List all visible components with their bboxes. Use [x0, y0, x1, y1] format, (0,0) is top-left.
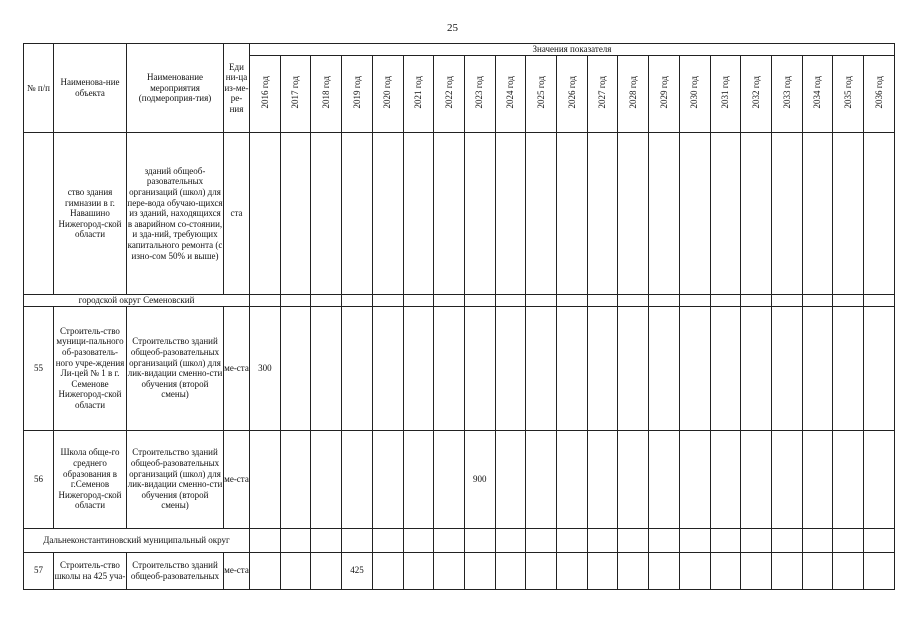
- cell-value: [311, 306, 342, 430]
- cell-value: [311, 552, 342, 589]
- header-year-label: 2023 год: [474, 76, 485, 109]
- cell-value: [434, 133, 465, 295]
- header-year: [802, 56, 833, 133]
- group-row: [24, 295, 895, 307]
- cell-value: [618, 528, 649, 552]
- cell-value: [618, 295, 649, 307]
- cell-value: [679, 430, 710, 528]
- cell-measure: Строительство зданий общеоб-разовательных: [127, 552, 224, 589]
- cell-value: [526, 430, 557, 528]
- cell-value: [434, 528, 465, 552]
- cell-measure: Строительство зданий общеоб-разовательных организаций (школ) для лик-видации сменно-сти обучения (второй смены): [127, 430, 224, 528]
- cell-value: [802, 133, 833, 295]
- cell-value: [250, 133, 281, 295]
- cell-value: [710, 133, 741, 295]
- cell-value: [864, 133, 895, 295]
- cell-value: [618, 306, 649, 430]
- header-year-label: 2018 год: [320, 76, 331, 109]
- cell-value: [710, 528, 741, 552]
- page-number: 25: [447, 22, 458, 34]
- cell-value: [464, 306, 495, 430]
- cell-value: [802, 430, 833, 528]
- cell-value: [495, 528, 526, 552]
- cell-value: [710, 552, 741, 589]
- header-year-label: 2028 год: [627, 76, 638, 109]
- cell-value: 300: [250, 306, 281, 430]
- header-year-label: 2032 год: [750, 76, 761, 109]
- header-year-label: 2034 год: [812, 76, 823, 109]
- cell-value: [557, 306, 588, 430]
- cell-value: [526, 552, 557, 589]
- header-year: [372, 56, 403, 133]
- cell-value: [250, 528, 281, 552]
- header-year-label: 2026 год: [566, 76, 577, 109]
- cell-value: [741, 552, 772, 589]
- header-year-label: 2016 год: [259, 76, 270, 109]
- header-year-label: 2027 год: [597, 76, 608, 109]
- cell-value: [372, 552, 403, 589]
- header-year-label: 2036 год: [873, 76, 884, 109]
- cell-value: [679, 528, 710, 552]
- cell-value: [771, 295, 802, 307]
- header-year-label: 2019 год: [351, 76, 362, 109]
- cell-value: [864, 430, 895, 528]
- cell-value: [342, 430, 373, 528]
- cell-object: Школа обще-го среднего образования в г.Семенов Нижегород-ской области: [54, 430, 127, 528]
- header-year: [403, 56, 434, 133]
- header-year: [526, 56, 557, 133]
- header-year-label: 2024 год: [505, 76, 516, 109]
- table-row: [24, 552, 895, 589]
- cell-value: [250, 552, 281, 589]
- header-year: [557, 56, 588, 133]
- cell-value: [833, 133, 864, 295]
- cell-value: [403, 133, 434, 295]
- cell-value: [526, 133, 557, 295]
- cell-value: [771, 552, 802, 589]
- cell-value: [280, 430, 311, 528]
- cell-value: [771, 528, 802, 552]
- cell-value: [587, 552, 618, 589]
- header-year-label: 2022 год: [443, 76, 454, 109]
- cell-value: [403, 430, 434, 528]
- group-label-semenovsky: городской округ Семеновский: [24, 295, 250, 307]
- header-year: [342, 56, 373, 133]
- cell-value: [434, 552, 465, 589]
- indicator-table: [23, 43, 895, 590]
- header-measure: Наименование мероприятия (подмероприя-тия): [127, 44, 224, 133]
- cell-value: [802, 306, 833, 430]
- header-year-label: 2017 год: [290, 76, 301, 109]
- header-year: [495, 56, 526, 133]
- cell-object: ство здания гимназии в г. Навашино Нижегород-ской области: [54, 133, 127, 295]
- cell-value: [250, 430, 281, 528]
- header-unit: Еди ни-ца из-ме-ре-ния: [224, 44, 250, 133]
- header-year: [587, 56, 618, 133]
- cell-value: [403, 552, 434, 589]
- cell-value: [342, 133, 373, 295]
- header-year-label: 2033 год: [781, 76, 792, 109]
- cell-value: [557, 430, 588, 528]
- cell-value: [618, 430, 649, 528]
- cell-value: [403, 306, 434, 430]
- cell-unit: ме-ста: [224, 430, 250, 528]
- header-year: [434, 56, 465, 133]
- cell-value: [649, 552, 680, 589]
- cell-value: [679, 295, 710, 307]
- cell-value: [679, 552, 710, 589]
- header-year-label: 2031 год: [720, 76, 731, 109]
- cell-value: [802, 528, 833, 552]
- header-year: [649, 56, 680, 133]
- cell-value: [771, 430, 802, 528]
- cell-value: [587, 528, 618, 552]
- cell-value: [280, 552, 311, 589]
- table-row: [24, 306, 895, 430]
- cell-value: [618, 133, 649, 295]
- cell-value: [741, 430, 772, 528]
- header-year: [280, 56, 311, 133]
- cell-value: [495, 295, 526, 307]
- cell-value: [649, 133, 680, 295]
- header-year: [864, 56, 895, 133]
- table-row: [24, 430, 895, 528]
- group-row: [24, 528, 895, 552]
- cell-value: [587, 133, 618, 295]
- cell-value: [557, 552, 588, 589]
- header-year-label: 2030 год: [689, 76, 700, 109]
- cell-value: [434, 306, 465, 430]
- cell-value: [434, 430, 465, 528]
- header-year-label: 2020 год: [382, 76, 393, 109]
- cell-value: [342, 306, 373, 430]
- cell-value: 900: [464, 430, 495, 528]
- cell-value: [649, 430, 680, 528]
- cell-value: [495, 133, 526, 295]
- cell-unit: ста: [224, 133, 250, 295]
- cell-value: [526, 528, 557, 552]
- cell-value: [833, 295, 864, 307]
- cell-value: [587, 295, 618, 307]
- cell-value: [833, 306, 864, 430]
- cell-value: [710, 430, 741, 528]
- cell-value: [710, 306, 741, 430]
- header-year: [833, 56, 864, 133]
- cell-value: [495, 306, 526, 430]
- cell-value: [587, 306, 618, 430]
- cell-value: [649, 528, 680, 552]
- header-year: [618, 56, 649, 133]
- cell-value: [342, 295, 373, 307]
- cell-value: [311, 295, 342, 307]
- cell-value: [372, 528, 403, 552]
- cell-value: [833, 552, 864, 589]
- cell-value: [280, 133, 311, 295]
- cell-value: [280, 306, 311, 430]
- header-year: [741, 56, 772, 133]
- cell-num: 57: [24, 552, 54, 589]
- cell-value: [833, 528, 864, 552]
- header-year-label: 2021 год: [413, 76, 424, 109]
- cell-value: [649, 295, 680, 307]
- cell-object: Строитель-ство муници-пального об-разователь-ного учре-ждения Ли-цей № 1 в г. Семенове Нижегород-ской области: [54, 306, 127, 430]
- header-year: [250, 56, 281, 133]
- cell-unit: ме-ста: [224, 552, 250, 589]
- cell-value: [311, 430, 342, 528]
- cell-value: [557, 528, 588, 552]
- header-year: [710, 56, 741, 133]
- cell-value: [864, 295, 895, 307]
- cell-value: [280, 528, 311, 552]
- header-values-group: Значения показателя: [250, 44, 895, 56]
- cell-value: [342, 528, 373, 552]
- header-year: [679, 56, 710, 133]
- header-num: № п/п: [24, 44, 54, 133]
- cell-num: 56: [24, 430, 54, 528]
- cell-value: [250, 295, 281, 307]
- table-row: [24, 133, 895, 295]
- cell-value: [771, 306, 802, 430]
- cell-value: [587, 430, 618, 528]
- cell-value: [526, 306, 557, 430]
- cell-value: [741, 295, 772, 307]
- cell-object: Строитель-ство школы на 425 уча-: [54, 552, 127, 589]
- cell-value: [464, 133, 495, 295]
- cell-value: [372, 306, 403, 430]
- cell-value: [679, 133, 710, 295]
- header-year-label: 2035 год: [842, 76, 853, 109]
- cell-value: [495, 430, 526, 528]
- header-year: [311, 56, 342, 133]
- cell-value: [403, 295, 434, 307]
- cell-value: [557, 295, 588, 307]
- cell-measure: Строительство зданий общеоб-разовательных организаций (школ) для лик-видации сменно-сти обучения (второй смены): [127, 306, 224, 430]
- cell-value: [464, 295, 495, 307]
- cell-value: [311, 528, 342, 552]
- cell-unit: ме-ста: [224, 306, 250, 430]
- cell-value: [526, 295, 557, 307]
- cell-value: [864, 306, 895, 430]
- header-year-label: 2025 год: [535, 76, 546, 109]
- cell-value: 425: [342, 552, 373, 589]
- cell-value: [802, 552, 833, 589]
- cell-value: [495, 552, 526, 589]
- cell-value: [802, 295, 833, 307]
- cell-value: [434, 295, 465, 307]
- cell-value: [280, 295, 311, 307]
- header-object: Наименова-ние объекта: [54, 44, 127, 133]
- cell-value: [372, 430, 403, 528]
- cell-value: [372, 295, 403, 307]
- cell-value: [864, 528, 895, 552]
- cell-value: [741, 306, 772, 430]
- cell-value: [557, 133, 588, 295]
- cell-value: [710, 295, 741, 307]
- cell-value: [618, 552, 649, 589]
- header-year: [771, 56, 802, 133]
- header-year: [464, 56, 495, 133]
- cell-value: [741, 528, 772, 552]
- cell-value: [464, 528, 495, 552]
- cell-value: [464, 552, 495, 589]
- cell-num: 55: [24, 306, 54, 430]
- cell-value: [771, 133, 802, 295]
- header-year-label: 2029 год: [658, 76, 669, 109]
- cell-value: [311, 133, 342, 295]
- cell-num: [24, 133, 54, 295]
- cell-value: [833, 430, 864, 528]
- cell-value: [372, 133, 403, 295]
- cell-value: [864, 552, 895, 589]
- cell-value: [649, 306, 680, 430]
- cell-measure: зданий общеоб-разовательных организаций (школ) для пере-вода обучаю-щихся из зданий, находящихся в аварийном со-стоянии, и зда-ний, требующих капитального ремонта (с изно-сом 50% и выше): [127, 133, 224, 295]
- cell-value: [679, 306, 710, 430]
- cell-value: [403, 528, 434, 552]
- cell-value: [741, 133, 772, 295]
- group-label-dalnekonstantinovsky: Дальнеконстантиновский муниципальный округ: [24, 528, 250, 552]
